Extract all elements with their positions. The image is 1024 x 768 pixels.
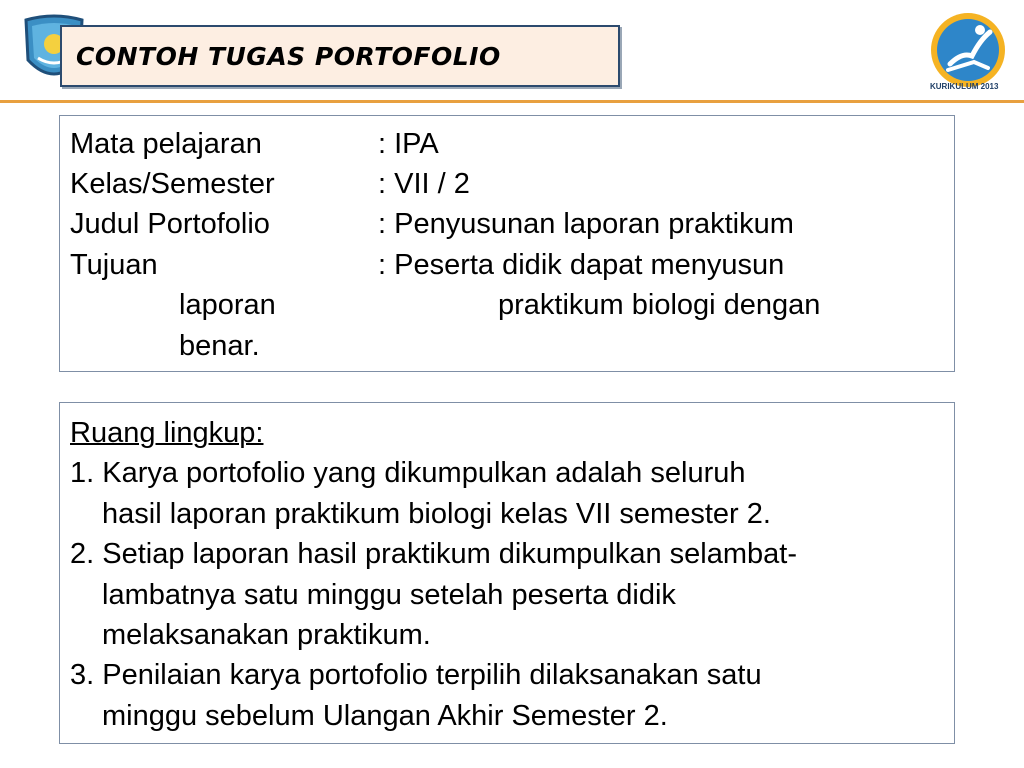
info-continuation-end: benar. [179, 330, 260, 362]
scope-item-line: lambatnya satu minggu setelah peserta didik [102, 578, 676, 611]
title-box [60, 25, 620, 87]
kurikulum-logo-text: KURIKULUM 2013 [930, 82, 999, 91]
info-value: : Peserta didik dapat menyusun [378, 249, 785, 281]
scope-list-item [70, 453, 940, 534]
scope-heading: Ruang lingkup: [70, 417, 264, 449]
info-label: Kelas/Semester [70, 168, 275, 200]
scope-item-line: 3. Penilaian karya portofolio terpilih dilaksanakan satu [70, 659, 762, 691]
info-label: Tujuan [70, 249, 158, 281]
scope-item-line: hasil laporan praktikum biologi kelas VII semester 2. [102, 497, 771, 530]
info-value: : Penyusunan laporan praktikum [378, 208, 794, 240]
info-continuation-right: praktikum biologi dengan [498, 289, 821, 321]
header-divider [0, 100, 1024, 103]
info-continuation-left: laporan [179, 289, 276, 321]
scope-item-line: melaksanakan praktikum. [102, 619, 431, 651]
info-label: Mata pelajaran [70, 128, 262, 160]
scope-list-item [70, 534, 940, 656]
info-value: : VII / 2 [378, 168, 470, 200]
scope-item-line: 1. Karya portofolio yang dikumpulkan adalah seluruh [70, 457, 746, 489]
scope-item-line: minggu sebelum Ulangan Akhir Semester 2. [102, 699, 668, 732]
info-label: Judul Portofolio [70, 208, 270, 240]
scope-item-line: 2. Setiap laporan hasil praktikum dikumpulkan selambat- [70, 538, 797, 570]
kurikulum-2013-logo [928, 12, 1008, 94]
info-value: : IPA [378, 128, 439, 160]
page-title: CONTOH TUGAS PORTOFOLIO [76, 41, 501, 71]
scope-list-item [70, 655, 940, 736]
info-box [59, 115, 955, 372]
scope-box [59, 402, 955, 744]
